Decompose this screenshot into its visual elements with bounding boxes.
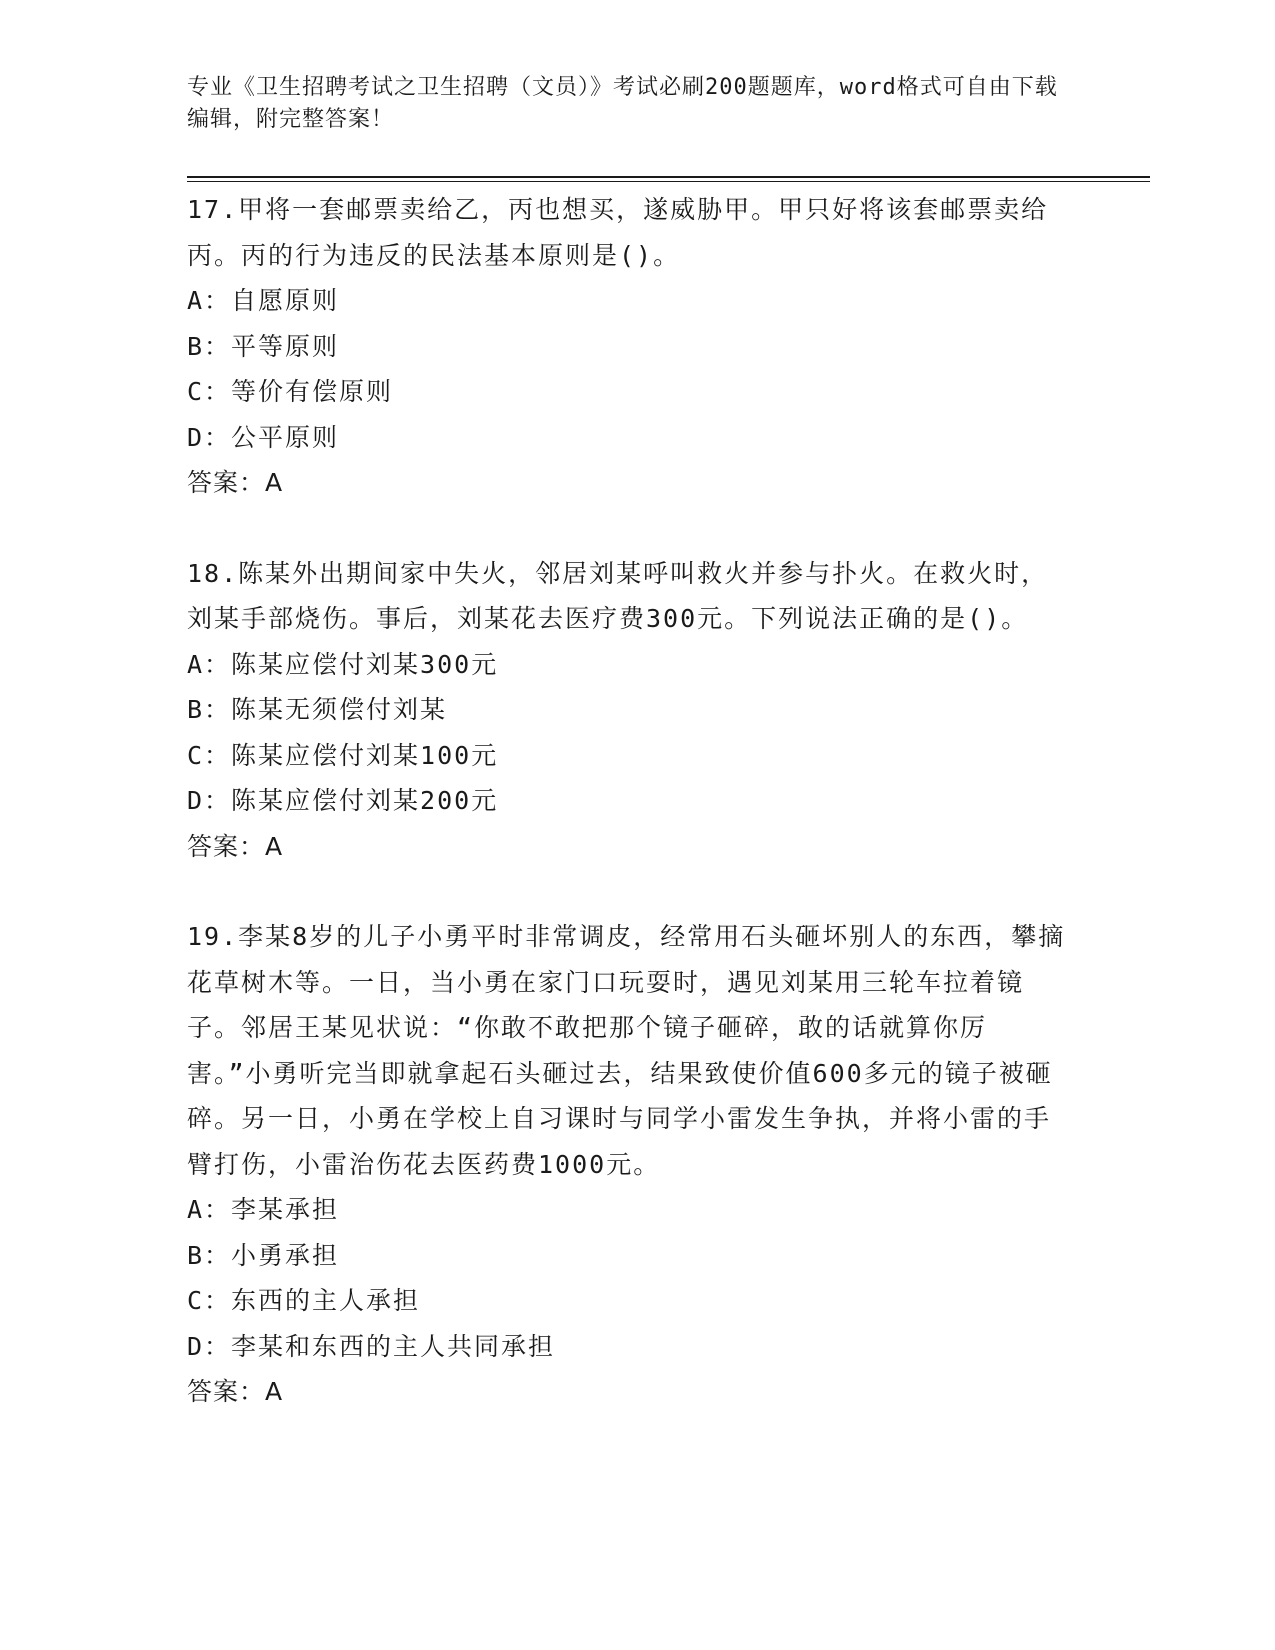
question-19 <box>187 914 1067 1415</box>
question-stem: 19.李某8岁的儿子小勇平时非常调皮，经常用石头砸坏别人的东西，攀摘花草树木等。一日，当小勇在家门口玩耍时，遇见刘某用三轮车拉着镜子。邻居王某见状说：“你敢不敢把那个镜子砸碎，敢的话就算你厉害。”小勇听完当即就拿起石头砸过去，结果致使价值600多元的镜子被砸碎。另一日，小勇在学校上自习课时与同学小雷发生争执，并将小雷的手臂打伤，小雷治伤花去医药费1000元。 <box>187 922 1066 1179</box>
answer: 答案：A <box>187 831 284 861</box>
question-18 <box>187 551 1067 870</box>
option-d: D：陈某应偿付刘某200元 <box>187 786 499 815</box>
option-c: C：等价有偿原则 <box>187 377 394 406</box>
question-stem: 17.甲将一套邮票卖给乙，丙也想买，遂威胁甲。甲只好将该套邮票卖给丙。丙的行为违反的民法基本原则是()。 <box>187 195 1049 270</box>
document-header: 专业《卫生招聘考试之卫生招聘（文员）》考试必刷200题题库，word格式可自由下载编辑，附完整答案！ <box>187 75 1058 132</box>
option-a: A：自愿原则 <box>187 286 340 315</box>
answer: 答案：A <box>187 468 284 497</box>
option-d: D：李某和东西的主人共同承担 <box>187 1331 556 1361</box>
header-divider-thin <box>187 181 1150 182</box>
question-stem: 18.陈某外出期间家中失火，邻居刘某呼叫救火并参与扑火。在救火时，刘某手部烧伤。事后，刘某花去医疗费300元。下列说法正确的是()。 <box>187 558 1049 633</box>
question-17 <box>187 187 1067 506</box>
option-a: A：陈某应偿付刘某300元 <box>187 649 499 679</box>
option-b: B：平等原则 <box>187 331 340 361</box>
answer: 答案：A <box>187 1377 284 1406</box>
option-c: C：陈某应偿付刘某100元 <box>187 740 499 770</box>
question-list <box>187 187 1067 1415</box>
header-divider-thick <box>187 176 1150 178</box>
option-b: B：陈某无须偿付刘某 <box>187 695 448 724</box>
question-spacer <box>187 506 1067 551</box>
question-spacer <box>187 869 1067 914</box>
option-a: A：李某承担 <box>187 1195 340 1224</box>
option-b: B：小勇承担 <box>187 1240 340 1270</box>
option-c: C：东西的主人承担 <box>187 1286 421 1315</box>
option-d: D：公平原则 <box>187 422 340 452</box>
